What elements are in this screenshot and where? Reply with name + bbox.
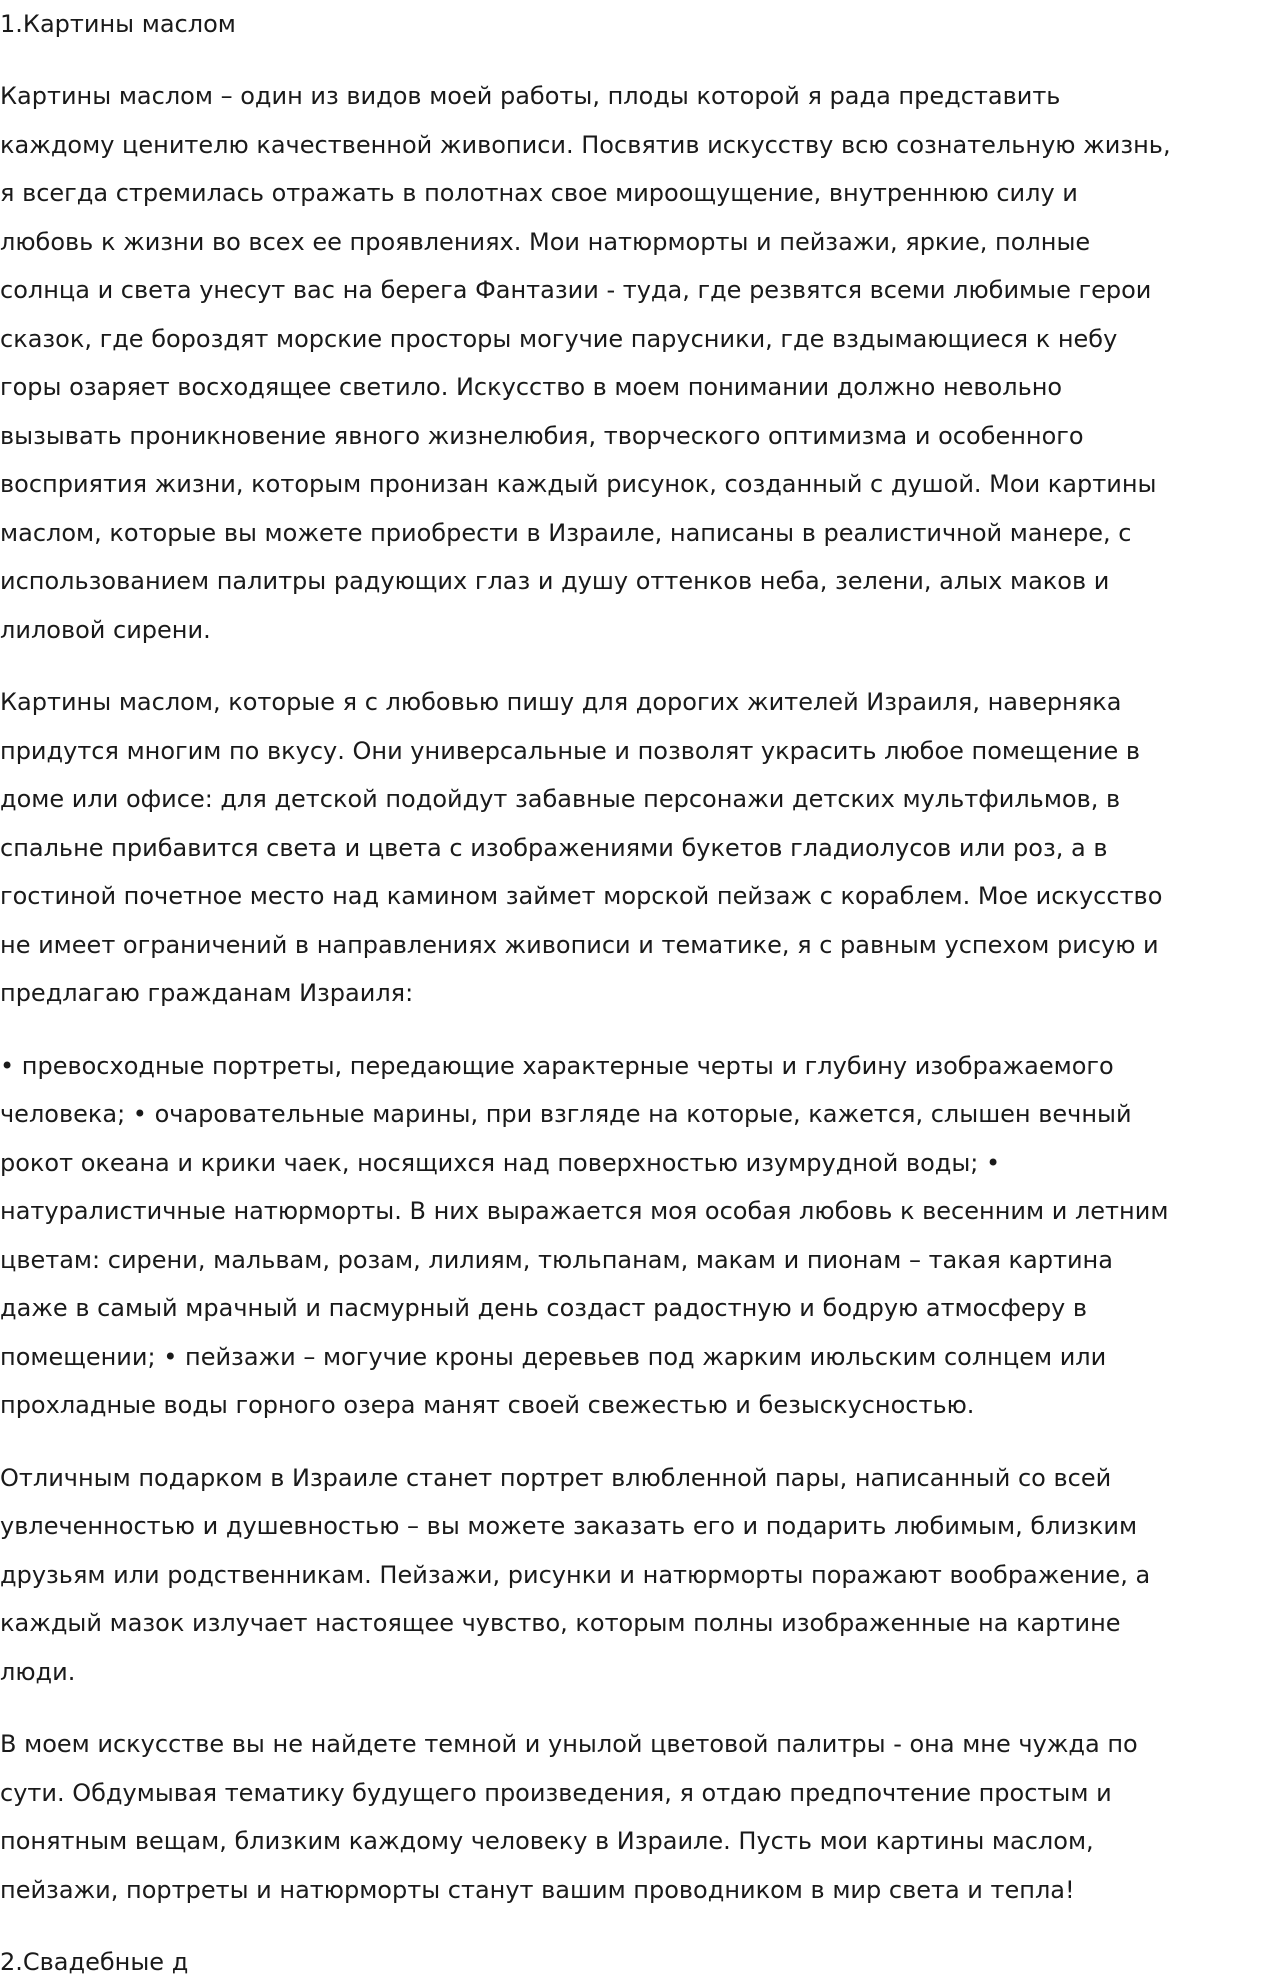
section-1-heading: 1.Картины маслом <box>0 10 236 38</box>
section-2-heading: 2.Свадебные д <box>0 1948 189 1976</box>
paragraph-paintings-israel: Картины маслом, которые я с любовью пишу для дорогих жителей Израиля, наверняка придутся многим по вкусу. Они универсальные и позволят украсить любое помещение в доме или офисе: для детской подойдут забавные персонажи детских мультфильмов, в спальне прибавится света и цвета с изображениями букетов гладиолусов или роз, а в гостиной почетное место над камином займет морской пейзаж с кораблем. Мое искусство не имеет ограничений в направлениях живописи и тематике, я с равным успехом рисую и предлагаю гражданам Израиля: <box>0 688 1163 1007</box>
paragraph-gift-portrait: Отличным подарком в Израиле станет портрет влюбленной пары, написанный со всей увлеченностью и душевностью – вы можете заказать его и подарить любимым, близким друзьям или родственникам. Пейзажи, рисунки и натюрморты поражают воображение, а каждый мазок излучает настоящее чувство, которым полны изображенные на картине люди. <box>0 1463 1151 1686</box>
paragraph-palette: В моем искусстве вы не найдете темной и унылой цветовой палитры - она мне чужда по сути. Обдумывая тематику будущего произведения, я отдаю предпочтение простым и понятным вещам, близким каждому человеку в Израиле. Пусть мои картины маслом, пейзажи, портреты и натюрморты станут вашим проводником в мир света и тепла! <box>0 1730 1138 1904</box>
paragraph-oil-paintings-intro: Картины маслом – один из видов моей работы, плоды которой я рада представить каждому ценителю качественной живописи. Посвятив искусству всю сознательную жизнь, я всегда стремилась отражать в полотнах свое мироощущение, внутреннюю силу и любовь к жизни во всех ее проявлениях. Мои натюрморты и пейзажи, яркие, полные солнца и света унесут вас на берега Фантазии - туда, где резвятся всеми любимые герои сказок, где бороздят морские просторы могучие парусники, где вздымающиеся к небу горы озаряет восходящее светило. Искусство в моем понимании должно невольно вызывать проникновение явного жизнелюбия, творческого оптимизма и особенного восприятия жизни, которым пронизан каждый рисунок, созданный с душой. Мои картины маслом, которые вы можете приобрести в Израиле, написаны в реалистичной манере, с использованием палитры радующих глаз и душу оттенков неба, зелени, алых маков и лиловой сирени. <box>0 82 1171 644</box>
paragraph-genres-list: • превосходные портреты, передающие характерные черты и глубину изображаемого человека; • очаровательные марины, при взгляде на которые, кажется, слышен вечный рокот океана и крики чаек, носящихся над поверхностью изумрудной воды; • натуралистичные натюрморты. В них выражается моя особая любовь к весенним и летним цветам: сирени, мальвам, розам, лилиям, тюльпанам, макам и пионам – такая картина даже в самый мрачный и пасмурный день создаст радостную и бодрую атмосферу в помещении; • пейзажи – могучие кроны деревьев под жарким июльским солнцем или прохладные воды горного озера манят своей свежестью и безыскусностью. <box>0 1051 1169 1419</box>
